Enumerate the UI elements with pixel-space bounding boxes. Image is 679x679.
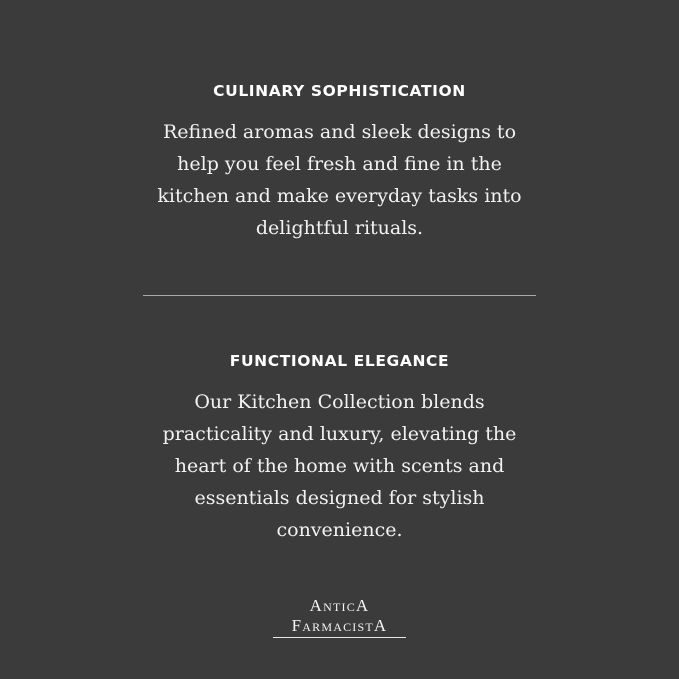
body-line: practicality and luxury, elevating the <box>162 423 517 445</box>
section-body-culinary <box>0 116 679 244</box>
logo-underline <box>273 637 406 638</box>
body-line: Our Kitchen Collection blends <box>194 391 485 413</box>
section-divider <box>143 295 536 296</box>
logo-line-1: AnticA <box>309 596 370 615</box>
body-line: delightful rituals. <box>255 217 424 239</box>
body-line: kitchen and make everyday tasks into <box>157 185 522 207</box>
body-line: convenience. <box>276 519 403 541</box>
body-line: Refined aromas and sleek designs to <box>162 121 517 143</box>
body-line: heart of the home with scents and <box>174 455 505 477</box>
section-body-functional <box>0 386 679 546</box>
section-heading-culinary: CULINARY SOPHISTICATION <box>213 82 466 100</box>
section-heading-functional: FUNCTIONAL ELEGANCE <box>229 352 450 370</box>
body-line: help you feel fresh and fine in the <box>177 153 502 175</box>
logo-line-2: FarmacistA <box>291 616 388 635</box>
brand-logo <box>0 596 679 638</box>
body-line: essentials designed for stylish <box>194 487 485 509</box>
